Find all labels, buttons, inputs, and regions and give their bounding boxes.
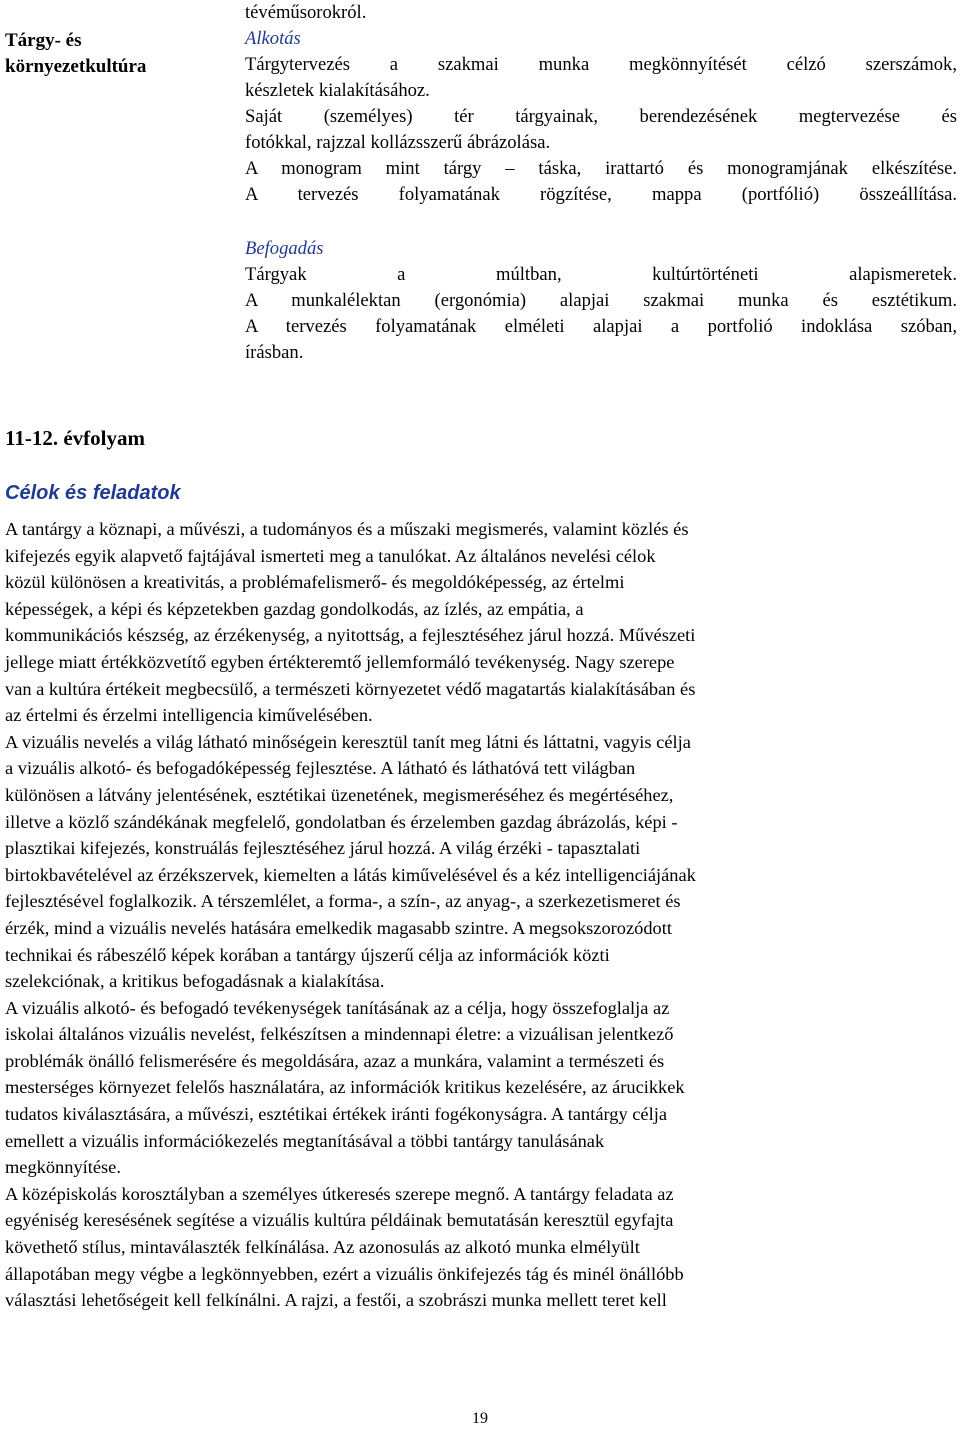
- befogadas-line: A tervezés folyamatának elméleti alapjai a portfolió indoklása szóban,: [245, 316, 957, 337]
- subject-label: [5, 27, 235, 79]
- alkotas-line: A tervezés folyamatának rögzítése, mappa (portfólió) összeállítása.: [245, 184, 957, 205]
- befogadas-line: írásban.: [245, 342, 304, 363]
- body-line: kommunikációs készség, az érzékenység, a nyitottság, a fejlesztéséhez járul hozzá. Művészeti: [5, 625, 696, 646]
- subject-label-line: Tárgy- és: [5, 30, 82, 51]
- body-line: problémák önálló felismerésére és megoldására, azaz a munkára, valamint a természeti és: [5, 1050, 665, 1071]
- body-line: érzék, mind a vizuális nevelés hatására emelkedik magasabb szintre. A megsokszorozódott: [5, 917, 672, 938]
- body-line: állapotában megy végbe a legkönnyebben, ezért a vizuális önkifejezés tág és minél önállóbb: [5, 1263, 684, 1284]
- body-line: illetve a közlő szándékának megfelelő, gondolatban és érzelemben gazdag ábrázolás, képi -: [5, 811, 678, 832]
- alkotas-line: Tárgytervezés a szakmai munka megkönnyítését célzó szerszámok,: [245, 54, 957, 75]
- body-line: a vizuális alkotó- és befogadóképesség fejlesztése. A látható és láthatóvá tett világban: [5, 758, 636, 779]
- body-line: közül különösen a kreativitás, a problémafelismerő- és megoldóképesség, az értelmi: [5, 572, 625, 593]
- body-line: kifejezés egyik alapvető fajtájával ismerteti meg a tanulókat. Az általános nevelési célok: [5, 545, 656, 566]
- body-line: van a kultúra értékeit megbecsülő, a természeti környezetet védő magatartás kialakításában és: [5, 678, 696, 699]
- body-line: A vizuális nevelés a világ látható minőségein keresztül tanít meg látni és láttatni, vagyis célja: [5, 731, 691, 752]
- body-line: mesterséges környezet felelős használatára, az információk kritikus kezelésére, az árucikkek: [5, 1077, 685, 1098]
- body-line: megkönnyítése.: [5, 1157, 121, 1178]
- body-line: technikai és rábeszélő képek korában a tantárgy újszerű célja az információk közti: [5, 944, 610, 965]
- body-line: iskolai általános vizuális nevelést, felkészítsen a mindennapi életre: a vizuálisan jelentkező: [5, 1024, 674, 1045]
- body-line: választási lehetőségeit kell felkínálni. A rajzi, a festői, a szobrászi munka mellett teret kell: [5, 1290, 667, 1311]
- subject-content: [245, 0, 957, 366]
- body-line: szelekciónak, a kritikus befogadásnak a kialakítása.: [5, 971, 385, 992]
- alkotas-line: fotókkal, rajzzal kollázsszerű ábrázolása.: [245, 132, 551, 153]
- body-line: emellett a vizuális információkezelés megtanításával a többi tantárgy tanulásának: [5, 1130, 605, 1151]
- befogadas-line: Tárgyak a múltban, kultúrtörténeti alapismeretek.: [245, 264, 957, 285]
- body-line: tudatos kiválasztására, a művészi, esztétikai értékek iránti fogékonyságra. A tantárgy célja: [5, 1104, 667, 1125]
- body-line: képességek, a képi és képzetekben gazdag gondolkodás, az ízlés, az empátia, a: [5, 598, 584, 619]
- top-fragment: tévéműsorokról.: [245, 2, 367, 23]
- page-number: 19: [472, 1410, 488, 1427]
- body-line: egyéniség keresésének segítése a vizuális kultúra példáinak bemutatásán keresztül egyfajta: [5, 1210, 674, 1231]
- body-line: A középiskolás korosztályban a személyes útkeresés szerepe megnő. A tantárgy feladata az: [5, 1183, 674, 1204]
- body-line: birtokbavételével az érzékszervek, kiemelten a látás kiművelésével és a kéz intelligenciájának: [5, 864, 696, 885]
- section-title: Célok és feladatok: [5, 482, 181, 504]
- body-line: különösen a látvány jelentésének, esztétikai üzenetének, megismeréséhez és megértéséhez,: [5, 784, 674, 805]
- body-line: A vizuális alkotó- és befogadó tevékenységek tanításának az a célja, hogy összefoglalja az: [5, 997, 670, 1018]
- befogadas-heading: Befogadás: [245, 238, 324, 259]
- body-line: plasztikai kifejezés, konstruálás fejlesztéséhez járul hozzá. A világ érzéki - tapasztalati: [5, 838, 641, 859]
- alkotas-line: Saját (személyes) tér tárgyainak, berendezésének megtervezése és: [245, 106, 957, 127]
- alkotas-heading: Alkotás: [245, 28, 301, 49]
- befogadas-line: A munkalélektan (ergonómia) alapjai szakmai munka és esztétikum.: [245, 290, 957, 311]
- grade-title: 11-12. évfolyam: [5, 426, 145, 450]
- body-line: fejlesztésével foglalkozik. A térszemlélet, a forma-, a szín-, az anyag-, a szerkezetismeret és: [5, 891, 681, 912]
- alkotas-line: A monogram mint tárgy – táska, irattartó és monogramjának elkészítése.: [245, 158, 957, 179]
- subject-label-line: környezetkultúra: [5, 56, 147, 77]
- body-line: jellege miatt értékközvetítő egyben értékteremtő jellemformáló tevékenység. Nagy szerepe: [5, 651, 675, 672]
- body-line: az értelmi és érzelmi intelligencia kiművelésében.: [5, 705, 373, 726]
- body-line: A tantárgy a köznapi, a művészi, a tudományos és a műszaki megismerés, valamint közlés és: [5, 519, 689, 539]
- alkotas-line: készletek kialakításához.: [245, 80, 430, 101]
- body-text: [5, 516, 955, 1314]
- body-line: követhető stílus, mintaválaszték felkínálása. Az azonosulás az alkotó munka elmélyült: [5, 1237, 640, 1258]
